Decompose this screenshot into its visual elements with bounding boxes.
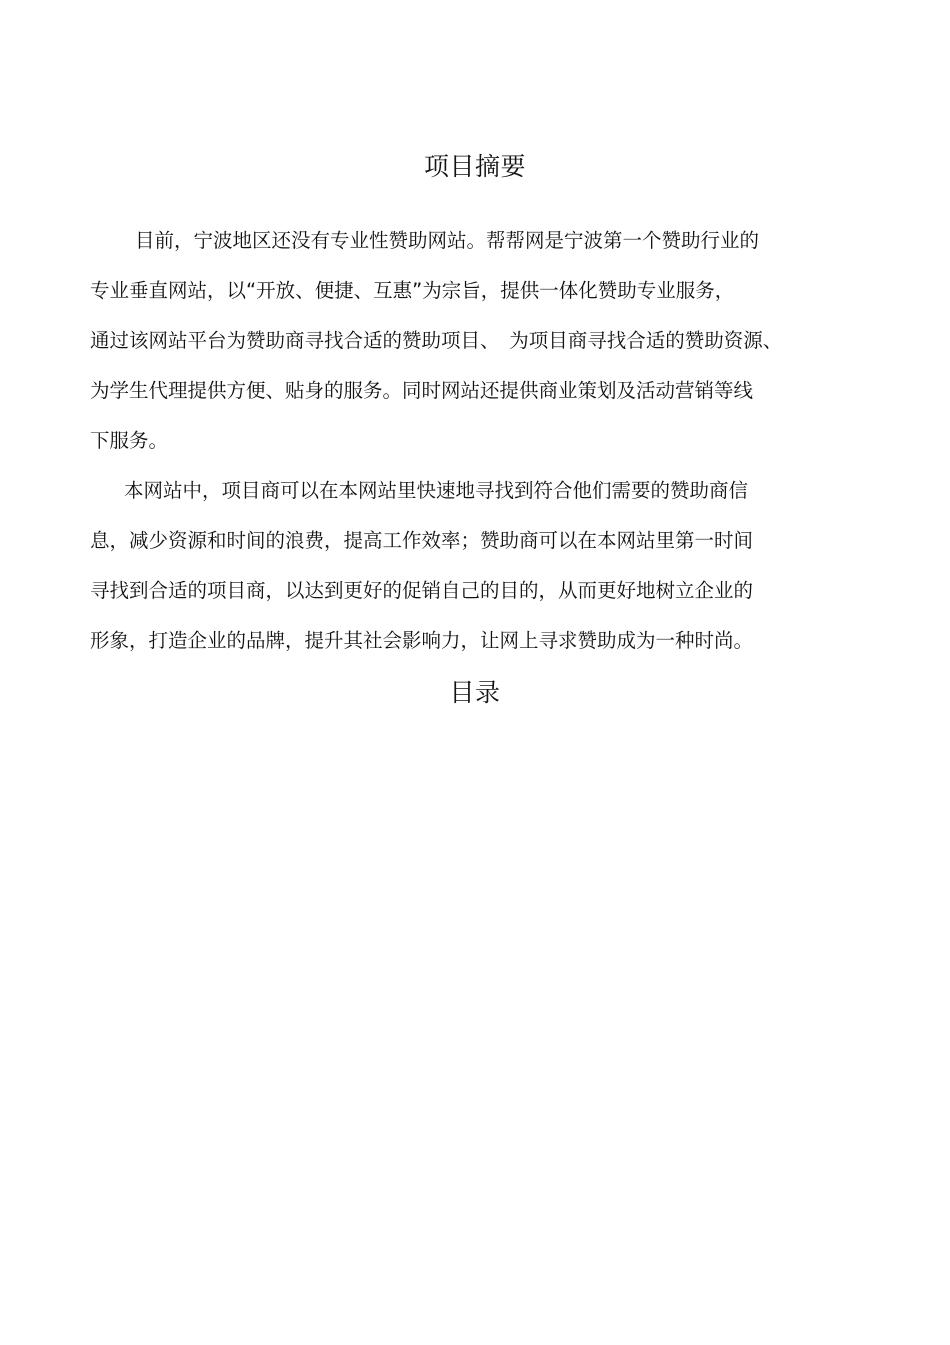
paragraph-line: 目前，宁波地区还没有专业性赞助网站。帮帮网是宁波第一个赞助行业的: [135, 229, 760, 252]
paragraph-line: 通过该网站平台为赞助商寻找合适的赞助项目、 为项目商寻找合适的赞助资源、: [90, 329, 783, 352]
toc-title: 目录: [449, 678, 501, 707]
paragraph-line: 专业垂直网站，以“开放、便捷、互惠”为宗旨，提供一体化赞助专业服务，: [90, 279, 735, 302]
paragraph-line: 寻找到合适的项目商，以达到更好的促销自己的目的，从而更好地树立企业的: [90, 579, 754, 602]
paragraph-line: 本网站中，项目商可以在本网站里快速地寻找到符合他们需要的赞助商信: [124, 479, 749, 502]
paragraph-line: 下服务。: [90, 429, 169, 452]
abstract-title: 项目摘要: [423, 152, 526, 181]
paragraph-line: 形象，打造企业的品牌，提升其社会影响力，让网上寻求赞助成为一种时尚。: [90, 629, 754, 652]
paragraph-line: 为学生代理提供方便、贴身的服务。同时网站还提供商业策划及活动营销等线: [90, 379, 754, 402]
paragraph-line: 息，减少资源和时间的浪费，提高工作效率；赞助商可以在本网站里第一时间: [90, 529, 754, 552]
